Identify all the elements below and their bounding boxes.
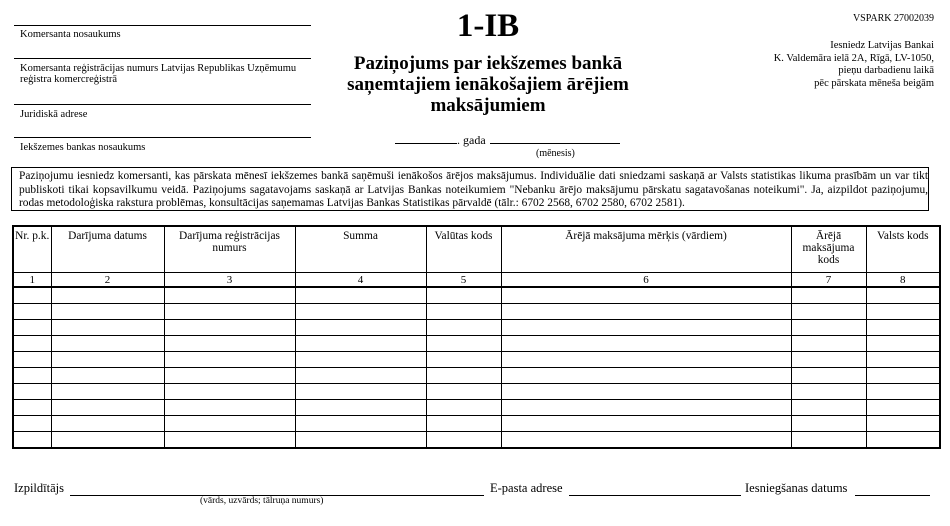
instructions-box: Paziņojumu iesniedz komersanti, kas pārskata mēnesī iekšzemes bankā saņēmuši ienākošos ārējos maksājumus. Individuālie dati sniedzami saskaņā ar Valsts statistikas likuma prasībām un var tikt publiskoti tikai kopsavilkumu veidā. Paziņojums sagatavojams saskaņā ar Latvijas Bankas noteikumiem "Nebanku ārējo maksājumu pārskatu sagatavošanas noteikumi". Ja, aizpildot paziņojumu, rodas metodoloģiska rakstura problēmas, konsultācijas saņemamas Latvijas Bankas Statistikas pārvaldē (tālr.: 6702 2568, 6702 2580, 6702 2581). [11, 167, 929, 211]
table-cell[interactable] [13, 368, 51, 384]
table-cell[interactable] [13, 384, 51, 400]
table-cell[interactable] [791, 384, 866, 400]
submission-info-line: pieņu darbadienu laikā [838, 65, 934, 76]
table-cell[interactable] [501, 352, 791, 368]
month-field[interactable] [490, 133, 620, 144]
table-cell[interactable] [51, 400, 164, 416]
table-cell[interactable] [501, 304, 791, 320]
table-cell[interactable] [295, 352, 426, 368]
table-cell[interactable] [501, 320, 791, 336]
table-cell[interactable] [295, 416, 426, 432]
submission-date-label: Iesniegšanas datums [745, 481, 848, 495]
col-header-country-code: Valsts kods [866, 226, 940, 273]
table-cell[interactable] [13, 287, 51, 304]
col-number: 4 [295, 273, 426, 288]
table-cell[interactable] [501, 368, 791, 384]
table-cell[interactable] [426, 336, 501, 352]
table-cell[interactable] [501, 384, 791, 400]
table-cell[interactable] [791, 368, 866, 384]
table-cell[interactable] [866, 400, 940, 416]
table-cell[interactable] [426, 384, 501, 400]
email-field[interactable] [569, 495, 741, 496]
table-body [13, 287, 940, 448]
table-row [13, 432, 940, 449]
form-title: Paziņojums par iekšzemes bankā saņemtajiem ienākošajiem ārējiem maksājumiem [347, 53, 629, 116]
table-cell[interactable] [164, 400, 295, 416]
table-cell[interactable] [164, 320, 295, 336]
table-cell[interactable] [791, 320, 866, 336]
table-cell[interactable] [164, 368, 295, 384]
table-cell[interactable] [791, 304, 866, 320]
table-cell[interactable] [13, 416, 51, 432]
table-cell[interactable] [13, 432, 51, 449]
table-cell[interactable] [426, 432, 501, 449]
executor-caption: (vārds, uzvārds; tālruņa numurs) [200, 496, 324, 506]
submission-info-line: Iesniedz Latvijas Bankai [830, 40, 934, 51]
form-title-code: 1-IB [456, 8, 520, 44]
table-cell[interactable] [426, 352, 501, 368]
table-cell[interactable] [51, 320, 164, 336]
col-number: 1 [13, 273, 51, 288]
col-header-nr: Nr. p.k. [13, 226, 51, 273]
table-row [13, 320, 940, 336]
company-name-label: Komersanta nosaukums [20, 29, 121, 40]
legal-address-label: Juridiskā adrese [20, 109, 88, 120]
col-number: 7 [791, 273, 866, 288]
col-header-currency: Valūtas kods [426, 226, 501, 273]
table-cell[interactable] [426, 368, 501, 384]
table-cell[interactable] [13, 400, 51, 416]
table-cell[interactable] [866, 384, 940, 400]
table-cell[interactable] [295, 384, 426, 400]
month-caption: (mēnesis) [536, 148, 575, 159]
form-code: VSPARK 27002039 [852, 13, 934, 24]
table-cell[interactable] [866, 368, 940, 384]
table-cell[interactable] [426, 320, 501, 336]
table-cell[interactable] [51, 287, 164, 304]
table-cell[interactable] [13, 304, 51, 320]
table-cell[interactable] [791, 336, 866, 352]
table-cell[interactable] [164, 432, 295, 449]
table-cell[interactable] [426, 287, 501, 304]
table-cell[interactable] [866, 432, 940, 449]
email-label: E-pasta adrese [490, 481, 563, 495]
company-reg-number-label: Komersanta reģistrācijas numurs Latvijas Republikas Uzņēmumu reģistra komercreģistrā [20, 63, 297, 85]
table-row [13, 304, 940, 320]
table-cell[interactable] [501, 400, 791, 416]
table-cell[interactable] [295, 400, 426, 416]
table-cell[interactable] [51, 304, 164, 320]
table-cell[interactable] [791, 287, 866, 304]
table-cell[interactable] [791, 400, 866, 416]
table-cell[interactable] [164, 336, 295, 352]
submission-info-line: K. Valdemāra ielā 2A, Rīgā, LV-1050, [773, 52, 934, 64]
table-cell[interactable] [295, 304, 426, 320]
table-cell[interactable] [866, 320, 940, 336]
table-cell[interactable] [13, 352, 51, 368]
table-cell[interactable] [501, 432, 791, 449]
table-row [13, 368, 940, 384]
table-cell[interactable] [866, 352, 940, 368]
col-number: 3 [164, 273, 295, 288]
col-header-payment-code: Ārējā maksājuma kods [791, 226, 866, 273]
table-cell[interactable] [51, 416, 164, 432]
bank-name-line[interactable] [14, 137, 311, 138]
col-header-purpose: Ārējā maksājuma mērķis (vārdiem) [501, 226, 791, 273]
table-cell[interactable] [164, 352, 295, 368]
executor-label: Izpildītājs [14, 481, 64, 495]
table-cell[interactable] [501, 287, 791, 304]
column-number-row [13, 273, 940, 288]
table-cell[interactable] [501, 336, 791, 352]
table-cell[interactable] [13, 336, 51, 352]
submission-info-line: pēc pārskata mēneša beigām [814, 77, 934, 89]
col-header-amount: Summa [295, 226, 426, 273]
table-row [13, 384, 940, 400]
col-number: 2 [51, 273, 164, 288]
table-cell[interactable] [866, 304, 940, 320]
year-suffix: . gada [457, 133, 486, 147]
table-cell[interactable] [501, 416, 791, 432]
submission-date-field[interactable] [855, 495, 930, 496]
table-cell[interactable] [13, 320, 51, 336]
table-cell[interactable] [51, 352, 164, 368]
table-row [13, 400, 940, 416]
table-cell[interactable] [164, 384, 295, 400]
year-field[interactable] [395, 133, 457, 144]
table-cell[interactable] [295, 320, 426, 336]
table-cell[interactable] [295, 432, 426, 449]
table-cell[interactable] [866, 416, 940, 432]
table-cell[interactable] [426, 416, 501, 432]
col-header-date: Darījuma datums [51, 226, 164, 273]
table-cell[interactable] [51, 432, 164, 449]
table-cell[interactable] [791, 432, 866, 449]
col-number: 8 [866, 273, 940, 288]
table-cell[interactable] [295, 287, 426, 304]
legal-address-line[interactable] [14, 104, 311, 105]
bank-name-label: Iekšzemes bankas nosaukums [20, 142, 146, 153]
table-cell[interactable] [164, 416, 295, 432]
table-row [13, 287, 940, 304]
table-cell[interactable] [51, 336, 164, 352]
table-cell[interactable] [164, 304, 295, 320]
report-period [395, 133, 620, 148]
table-cell[interactable] [295, 336, 426, 352]
table-row [13, 416, 940, 432]
submission-info [744, 40, 934, 90]
table-cell[interactable] [426, 304, 501, 320]
table-cell[interactable] [51, 384, 164, 400]
table-cell[interactable] [51, 368, 164, 384]
table-row [13, 352, 940, 368]
table-header-row [13, 226, 940, 273]
company-reg-number-line[interactable] [14, 58, 311, 59]
table-cell[interactable] [791, 416, 866, 432]
col-header-reg-number: Darījuma reģistrācijas numurs [164, 226, 295, 273]
table-cell[interactable] [295, 368, 426, 384]
company-name-line[interactable] [14, 25, 311, 26]
col-number: 6 [501, 273, 791, 288]
table-cell[interactable] [866, 287, 940, 304]
col-number: 5 [426, 273, 501, 288]
table-cell[interactable] [164, 287, 295, 304]
table-row [13, 336, 940, 352]
table-cell[interactable] [791, 352, 866, 368]
table-cell[interactable] [426, 400, 501, 416]
payments-table [12, 225, 941, 449]
table-cell[interactable] [866, 336, 940, 352]
